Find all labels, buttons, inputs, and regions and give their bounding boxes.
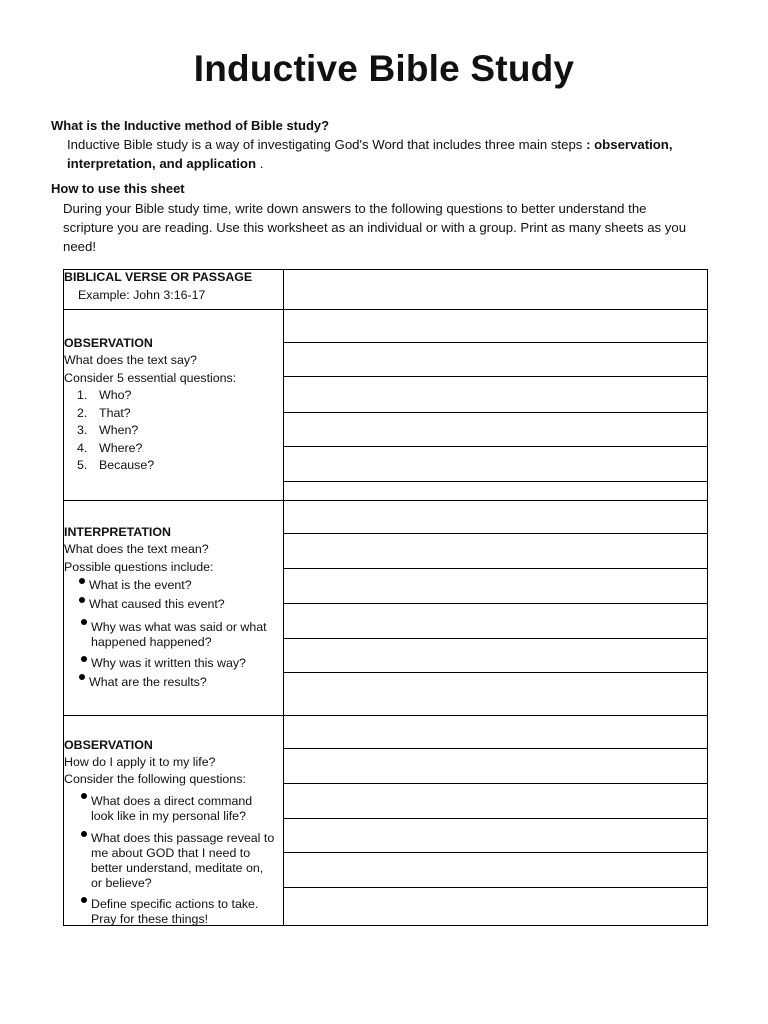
section-divider [63,715,708,716]
list-item: What is the event? [89,578,192,592]
verse-example: Example: John 3:16-17 [78,288,206,302]
observation-question: What does the text say? [64,353,197,367]
bullet-icon [81,793,87,799]
answer-line [283,342,708,343]
answer-line [283,887,708,888]
verse-heading: BIBLICAL VERSE OR PASSAGE [64,270,253,284]
section-divider [63,500,708,501]
answer-line [283,446,708,447]
what-is-end: . [256,156,264,171]
answer-line [283,568,708,569]
answer-line [283,603,708,604]
application-instruction: Consider the following questions: [64,772,246,786]
answer-line [283,376,708,377]
bullet-icon [79,578,85,584]
section-divider [63,309,708,310]
how-to-paragraph [63,199,686,256]
observation-heading: OBSERVATION [64,336,153,350]
bullet-icon [79,674,85,680]
list-item: What does a direct command look like in my personal life? [91,794,253,823]
list-item: What does this passage reveal to me about GOD that I need to better understand, meditate on, or believe? [91,831,275,890]
what-is-steps: interpretation, and application [67,156,257,171]
how-to-line: need! [63,239,97,254]
observation-instruction: Consider 5 essential questions: [64,371,237,385]
list-item: Define specific actions to take. Pray for these things! [91,897,259,926]
how-to-line: scripture you are reading. Use this worksheet as an individual or with a group. Print as many sheets as you [63,220,687,235]
answer-line [283,672,708,673]
interpretation-instruction: Possible questions include: [64,560,214,574]
list-item: 4. Where? [77,440,143,455]
answer-line [283,818,708,819]
interpretation-heading: INTERPRETATION [64,525,171,539]
list-item: Why was it written this way? [91,656,246,670]
answer-line [283,412,708,413]
list-item: What caused this event? [89,597,225,611]
application-heading: OBSERVATION [64,738,153,752]
list-item: 3. When? [77,423,139,437]
observation-list [77,387,154,475]
answer-line [283,533,708,534]
bullet-icon [81,656,87,662]
bullet-icon [79,597,85,603]
what-is-bold: : observation, [586,137,673,152]
answer-line [283,852,708,853]
bullet-icon [81,619,87,625]
page-title: Inductive Bible Study [193,48,575,89]
application-question: How do I apply it to my life? [64,755,216,769]
what-is-paragraph [67,135,673,173]
how-to-line: During your Bible study time, write down answers to the following questions to better understand the [63,201,647,216]
answer-line [283,481,708,482]
list-item: Why was what was said or what happened happened? [91,620,267,649]
answer-line [283,783,708,784]
column-divider [283,269,284,926]
answer-line [283,638,708,639]
bullet-icon [81,831,87,837]
what-is-text: Inductive Bible study is a way of investigating God's Word that includes three main steps [67,137,587,152]
list-item: 5. Because? [77,458,155,472]
answer-line [283,748,708,749]
interpretation-question: What does the text mean? [64,542,209,556]
list-item: 2. That? [77,405,131,420]
bullet-icon [81,897,87,903]
how-to-heading: How to use this sheet [51,181,185,196]
what-is-heading: What is the Inductive method of Bible study? [51,118,330,133]
list-item: 1. Who? [77,388,132,402]
list-item: What are the results? [89,675,207,689]
